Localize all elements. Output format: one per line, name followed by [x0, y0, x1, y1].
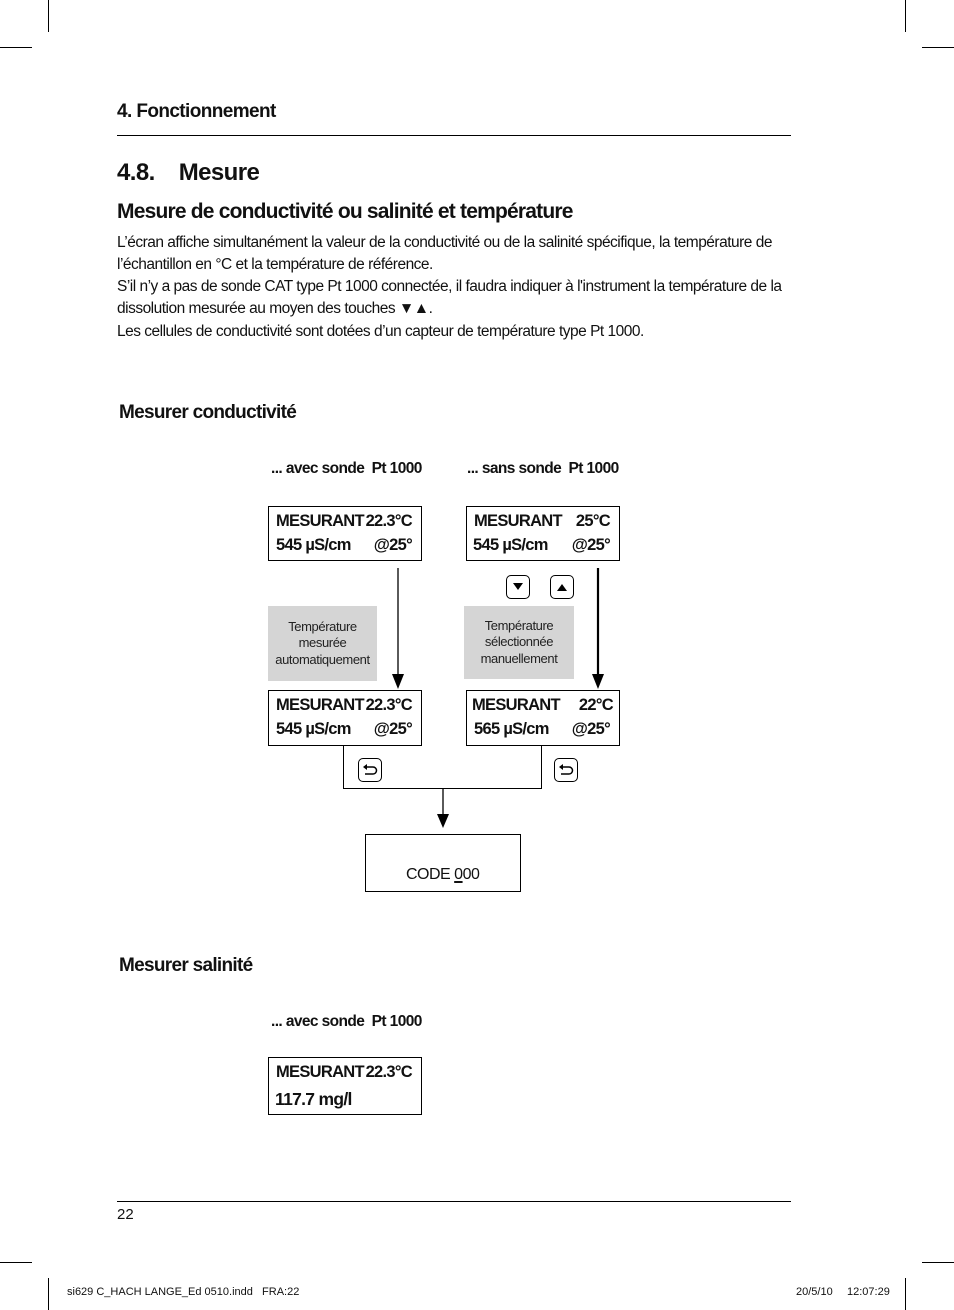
code-cursor-digit: 0	[454, 866, 463, 883]
flow-arrow	[588, 568, 608, 690]
note-line: manuellement	[480, 650, 558, 666]
lcd-conductivity: 545 µS/cm	[473, 536, 548, 554]
down-arrow-key-icon[interactable]	[506, 575, 530, 599]
lcd-temperature: 22.3°C	[365, 1063, 412, 1081]
lcd-label: MESURANT	[276, 512, 364, 530]
lcd-conductivity: 545 µS/cm	[276, 536, 351, 554]
print-time: 12:07:29	[847, 1286, 890, 1298]
lcd-reference-temp: @25°	[571, 536, 610, 554]
note-line: mesurée	[298, 635, 347, 651]
header-rule	[117, 135, 791, 136]
conductivity-heading: Mesurer conductivité	[119, 402, 297, 423]
lcd-without-probe-set	[466, 690, 620, 746]
crop-mark	[922, 1262, 954, 1263]
footer-rule	[117, 1201, 791, 1202]
print-date: 20/5/10	[796, 1286, 833, 1298]
code-digits: 00	[462, 866, 480, 883]
body-paragraph: L’écran affiche simultanément la valeur de la conductivité ou de la salinité spécifique, la température de l’échantillon en °C et la température de référence.	[117, 234, 772, 273]
lcd-conductivity: 545 µS/cm	[276, 720, 351, 738]
return-enter-key-icon[interactable]	[358, 758, 382, 782]
lcd-temperature: 22.3°C	[365, 512, 412, 530]
lcd-reference-temp: @25°	[571, 720, 610, 738]
lcd-code-entry	[365, 834, 521, 892]
crop-mark	[905, 0, 906, 32]
page-number: 22	[117, 1206, 134, 1223]
lcd-without-probe-initial	[466, 506, 620, 561]
manual-temperature-note	[464, 606, 574, 679]
flow-line	[343, 746, 344, 789]
code-label: CODE	[406, 866, 455, 883]
lcd-label: MESURANT	[472, 696, 560, 714]
lcd-label: MESURANT	[474, 512, 562, 530]
salinity-heading: Mesurer salinité	[119, 955, 253, 976]
lcd-with-probe-initial	[268, 506, 422, 561]
file-info: si629 C_HACH LANGE_Ed 0510.indd FRA:22	[67, 1286, 300, 1298]
note-line: Température	[484, 617, 554, 633]
lcd-salinity-value: 117.7 mg/l	[275, 1089, 352, 1109]
return-enter-key-icon[interactable]	[554, 758, 578, 782]
crop-mark	[905, 1278, 906, 1310]
body-paragraph: S’il n’y a pas de sonde CAT type Pt 1000 connectée, il faudra indiquer à l'instrument la température de la dissolution mesurée au moyen des touches ▼▲.	[117, 278, 782, 317]
without-probe-caption: ... sans sonde Pt 1000	[467, 460, 619, 477]
lcd-conductivity: 565 µS/cm	[474, 720, 549, 738]
chapter-heading: 4. Fonctionnement	[117, 101, 276, 122]
lcd-temperature: 25°C	[575, 512, 610, 530]
lcd-with-probe-measured	[268, 690, 422, 746]
crop-mark	[0, 47, 32, 48]
with-probe-caption: ... avec sonde Pt 1000	[271, 460, 422, 477]
lcd-temperature: 22°C	[578, 696, 613, 714]
crop-mark	[922, 47, 954, 48]
lcd-salinity	[268, 1057, 422, 1115]
crop-mark	[0, 1262, 32, 1263]
crop-mark	[48, 0, 49, 32]
auto-temperature-note	[268, 606, 377, 681]
lcd-temperature: 22.3°C	[365, 696, 412, 714]
lcd-label: MESURANT	[276, 696, 364, 714]
note-line: automatiquement	[275, 651, 370, 667]
section-subtitle: Mesure de conductivité ou salinité et température	[117, 200, 573, 223]
flow-arrow	[433, 788, 453, 830]
lcd-reference-temp: @25°	[373, 536, 412, 554]
crop-mark	[48, 1278, 49, 1310]
note-line: Température	[288, 618, 357, 634]
lcd-reference-temp: @25°	[373, 720, 412, 738]
salinity-with-probe-caption: ... avec sonde Pt 1000	[271, 1013, 422, 1030]
flow-arrow	[388, 568, 408, 690]
body-paragraph: Les cellules de conductivité sont dotées d’un capteur de température type Pt 1000.	[117, 323, 644, 340]
lcd-label: MESURANT	[276, 1063, 364, 1081]
section-title: 4.8. Mesure	[117, 159, 260, 186]
up-arrow-key-icon[interactable]	[550, 575, 574, 599]
note-line: sélectionnée	[484, 634, 554, 650]
flow-line	[541, 746, 542, 789]
